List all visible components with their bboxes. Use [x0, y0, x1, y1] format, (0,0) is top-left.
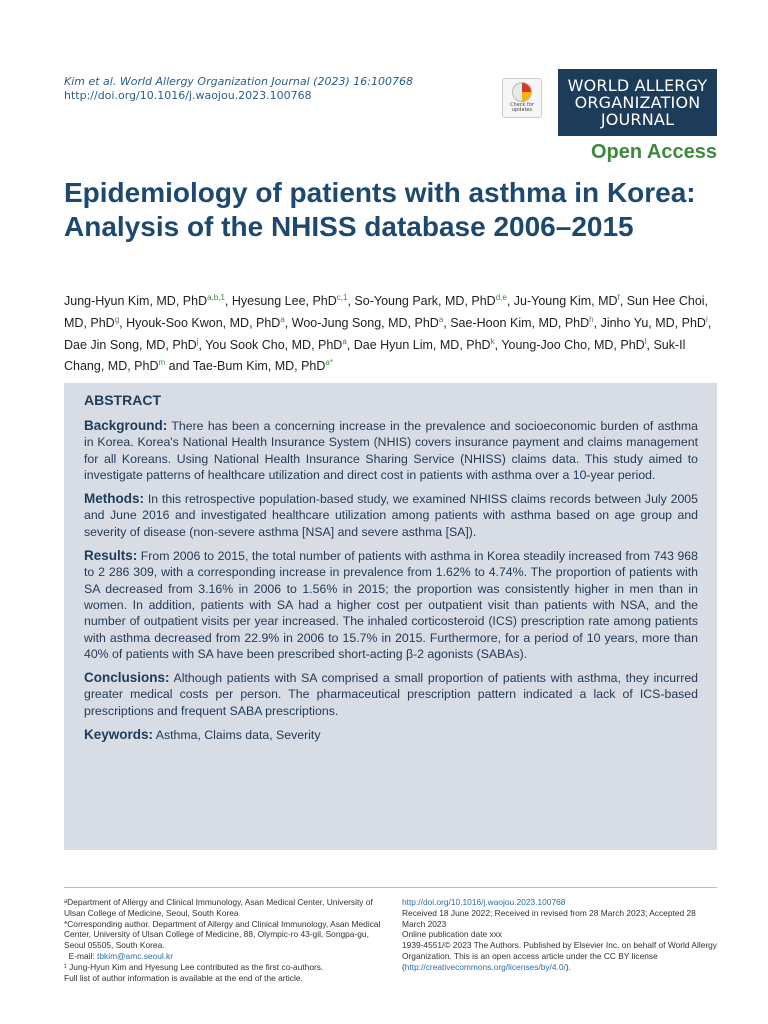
- author-name: So-Young Park, MD, PhD: [354, 294, 496, 309]
- email-label: E-mail:: [68, 950, 98, 961]
- abstract-methods: [84, 491, 698, 540]
- abstract-heading: ABSTRACT: [84, 392, 161, 408]
- author-name: Sae-Hoon Kim, MD, PhD: [450, 315, 590, 330]
- author-separator: ,: [284, 315, 292, 330]
- author-name: Dae Jin Song, MD, PhD: [64, 337, 197, 352]
- author-affiliation-mark: l: [644, 336, 647, 346]
- abstract-conclusions: [84, 670, 698, 719]
- results-label: Results:: [84, 548, 138, 564]
- author-affiliation-mark: g: [114, 314, 120, 324]
- journal-logo-line: WORLD ALLERGY: [567, 76, 708, 95]
- abstract-keywords: [84, 727, 698, 743]
- methods-text: In this retrospective population-based study, we examined NHISS claims records between July 2005 and June 2016 and investigated healthcare utilization among patients with asthma based on age group and severity of disease (non-severe asthma [NSA] and severe asthma [SA]).: [84, 492, 698, 539]
- author-affiliation-mark: a*: [325, 358, 333, 368]
- online-date: Online publication date xxx: [402, 929, 503, 940]
- author-name: Suk-Il Chang, MD, PhD: [64, 337, 686, 374]
- footnotes-left: [64, 897, 389, 983]
- results-text: From 2006 to 2015, the total number of patients with asthma in Korea steadily increased from 743 968 to 2 286 309, with a corresponding increase in prevalence from 1.62% to 4.74%. The proportion of patients with SA decreased from 3.16% in 2006 to 1.56% in 2015; the proportion was consistently higher in men than in women. In addition, patients with SA had a higher cost per outpatient visit than patients with NSA, and the number of outpatient visits per year increased. The inhaled corticosteroid (ICS) prescription rate among patients with asthma decreased from 22.9% in 2006 to 15.7% in 2015. Furthermore, for a period of 10 years, more than 40% of patients with SA have been prescribed short-acting β-2 agonists (SABAs).: [84, 549, 698, 661]
- abstract-box: [64, 383, 717, 850]
- keywords-text: Asthma, Claims data, Severity: [153, 728, 321, 743]
- copyright-note: [402, 940, 720, 972]
- email-link[interactable]: tbkim@amc.seoul.kr: [97, 950, 174, 961]
- author-name: Dae Hyun Lim, MD, PhD: [353, 337, 491, 352]
- journal-logo-line: ORGANIZATION: [574, 93, 701, 112]
- conclusions-text: Although patients with SA comprised a small proportion of patients with asthma, they incurred greater medical costs per person. The pharmaceutical prescription pattern indicated a lack of ICS-based prescriptions and frequent SABA prescriptions.: [84, 671, 698, 718]
- author-separator: ,: [346, 337, 354, 352]
- author-affiliation-mark: a: [438, 314, 444, 324]
- author-separator: and: [165, 359, 193, 374]
- author-affiliation-mark: a: [342, 336, 347, 346]
- author-name: Woo-Jung Song, MD, PhD: [291, 315, 439, 330]
- email-note: [64, 951, 389, 962]
- author-affiliation-mark: f: [617, 293, 620, 302]
- author-separator: ,: [619, 294, 627, 309]
- abstract-results: [84, 548, 698, 662]
- author-affiliation-mark: a,b,1: [207, 293, 225, 302]
- author-separator: ,: [593, 315, 601, 330]
- background-label: Background:: [84, 418, 168, 433]
- affiliation-note: ᵃDepartment of Allergy and Clinical Immunology, Asan Medical Center, University of Ulsan College of Medicine, Seoul, South Korea: [64, 897, 373, 918]
- open-access-label: Open Access: [591, 141, 717, 163]
- received-dates: Received 18 June 2022; Received in revised from 28 March 2023; Accepted 28 March 2023: [402, 907, 696, 929]
- author-name: You Sook Cho, MD, PhD: [205, 337, 343, 352]
- author-affiliation-mark: j: [196, 336, 199, 346]
- author-list: [64, 289, 724, 376]
- author-affiliation-mark: h: [589, 314, 594, 324]
- co-author-note: ¹ Jung-Hyun Kim and Hyesung Lee contributed as the first co-authors.: [64, 961, 324, 972]
- author-affiliation-mark: i: [705, 314, 708, 324]
- journal-logo: [558, 69, 717, 136]
- article-title: Epidemiology of patients with asthma in Korea: Analysis of the NHISS database 2006–2015: [64, 177, 696, 242]
- author-separator: ,: [646, 337, 654, 352]
- crossmark-label: Check for updates: [510, 102, 534, 113]
- methods-label: Methods:: [84, 491, 144, 507]
- conclusions-label: Conclusions:: [84, 670, 170, 686]
- background-text: There has been a concerning increase in the prevalence and socioeconomic burden of asthma in Korea. Korea's National Health Insurance System (NHIS) covers insurance payment and claims management for all Koreans. Using National Health Insurance Sharing Service (NHISS) claims data. This study aimed to investigate patterns of healthcare utilization and direct cost in patients with asthma over a 10-year period.: [84, 419, 698, 482]
- journal-logo-line: JOURNAL: [600, 110, 675, 129]
- license-link[interactable]: http://creativecommons.org/licenses/by/4.0/: [404, 961, 566, 972]
- author-affiliation-mark: d,e: [495, 293, 507, 302]
- doi-link[interactable]: http://doi.org/10.1016/j.waojou.2023.100768: [64, 89, 312, 102]
- citation-line: Kim et al. World Allergy Organization Journal (2023) 16:100768: [64, 75, 413, 88]
- check-for-updates-badge[interactable]: [502, 78, 542, 118]
- copyright-text: 1939-4551/© 2023 The Authors. Published by Elsevier Inc. on behalf of World Allergy Organization. This is an open access article under the CC BY license (: [402, 940, 717, 972]
- author-name: Young-Joo Cho, MD, PhD: [501, 337, 645, 352]
- full-list-note: Full list of author information is available at the end of the article.: [64, 972, 303, 983]
- author-name: Jung-Hyun Kim, MD, PhD: [64, 294, 208, 309]
- author-separator: ,: [119, 315, 127, 330]
- doi-footer-link[interactable]: http://doi.org/10.1016/j.waojou.2023.100768: [402, 897, 566, 907]
- author-separator: ,: [443, 315, 451, 330]
- footnotes-right: [402, 897, 720, 973]
- keywords-label: Keywords:: [84, 727, 154, 743]
- citation: [64, 75, 413, 103]
- author-name: Sun Hee Choi, MD, PhD: [64, 294, 709, 330]
- author-name: Hyouk-Soo Kwon, MD, PhD: [126, 315, 281, 330]
- author-affiliation-mark: k: [490, 336, 495, 346]
- author-separator: ,: [347, 294, 355, 309]
- author-name: Ju-Young Kim, MD: [513, 294, 618, 309]
- author-name: Tae-Bum Kim, MD, PhD: [192, 359, 326, 374]
- crossmark-icon: [512, 82, 532, 102]
- author-affiliation-mark: m: [158, 358, 166, 368]
- footnote-divider: [64, 887, 717, 888]
- author-separator: ,: [224, 294, 232, 309]
- author-affiliation-mark: c,1: [336, 293, 348, 302]
- author-separator: ,: [506, 294, 514, 309]
- abstract-background: [84, 418, 698, 483]
- author-separator: ,: [707, 315, 712, 330]
- author-separator: ,: [198, 337, 206, 352]
- author-separator: ,: [494, 337, 502, 352]
- author-name: Hyesung Lee, PhD: [231, 294, 337, 309]
- author-affiliation-mark: a: [280, 314, 285, 324]
- corresponding-note: *Corresponding author. Department of Allergy and Clinical Immunology, Asan Medical Center, University of Ulsan College of Medicine, 88, Olympic-ro 43-gil, Songpa-gu, Seoul 05505, South Korea.: [64, 918, 381, 951]
- copyright-end: ).: [565, 961, 571, 972]
- author-name: Jinho Yu, MD, PhD: [600, 315, 706, 330]
